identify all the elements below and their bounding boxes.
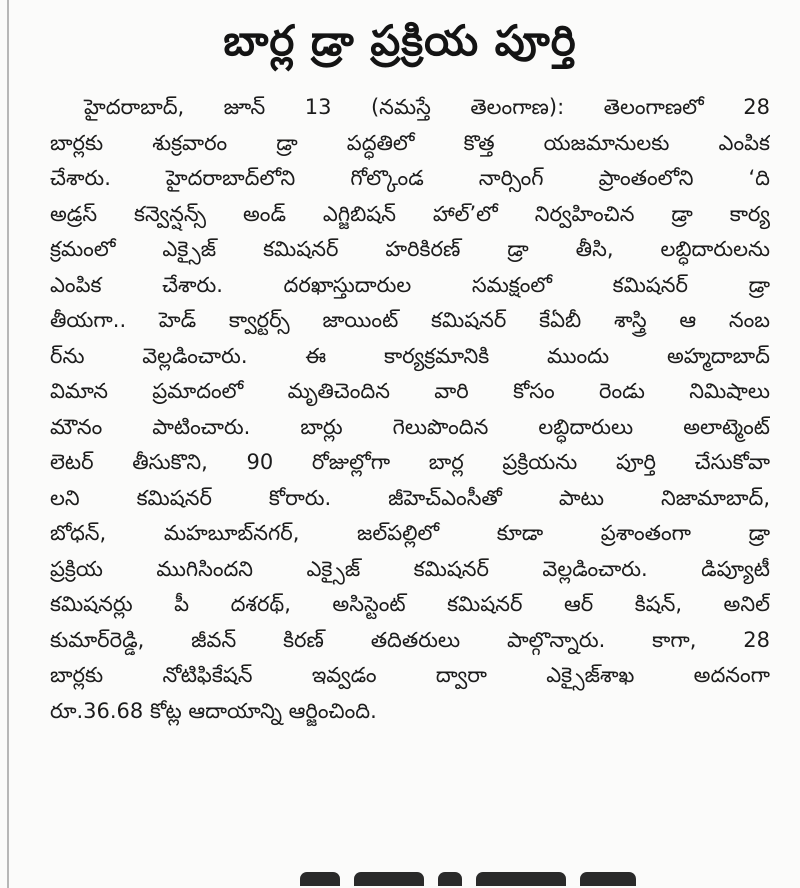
- article-line: లెటర్ తీసుకొని, 90 రోజుల్లోగా బార్ల ప్రక్రియను పూర్తి చేసుకోవా: [50, 450, 770, 474]
- article-line: హైదరాబాద్, జూన్ 13 (నమస్తే తెలంగాణ): తెలంగాణలో 28: [84, 95, 770, 119]
- article-headline: బార్ల డ్రా ప్రక్రియ పూర్తి: [223, 16, 577, 65]
- article-line: అడ్రస్ కన్వెన్షన్స్ అండ్ ఎగ్జిబిషన్ హాల్’లో నిర్వహించిన డ్రా కార్య: [50, 201, 770, 226]
- article-line: కమిషనర్లు పీ దశరథ్, అసిస్టెంట్ కమిషనర్ ఆర్ కిషన్, అనిల్: [50, 592, 770, 616]
- column-divider: [7, 0, 9, 888]
- article-line: బార్లకు శుక్రవారం డ్రా పద్ధతిలో కొత్త యజమానులకు ఎంపిక: [50, 130, 770, 155]
- article-line: తీయగా.. హెడ్ క్వార్టర్స్ జాయింట్ కమిషనర్ కేఏబీ శాస్త్రి ఆ నంబ: [50, 308, 770, 332]
- article-line: లని కమిషనర్ కోరారు. జీహెచ్‌ఎంసీతో పాటు నిజామాబాద్,: [50, 485, 770, 510]
- article-line: బోధన్, మహబూబ్‌నగర్, జల్‌పల్లిలో కూడా ప్రశాంతంగా డ్రా: [50, 521, 770, 545]
- cropped-next-headline: [300, 872, 720, 888]
- article-line: విమాన ప్రమాదంలో మృతిచెందిన వారి కోసం రెండు నిమిషాలు: [50, 379, 770, 403]
- article-line: క్రమంలో ఎక్సైజ్ కమిషనర్ హరికిరణ్ డ్రా తీసి, లబ్ధిదారులను: [50, 237, 770, 261]
- article-line: ర్‌ను వెల్లడించారు. ఈ కార్యక్రమానికి ముందు అహ్మదాబాద్: [50, 343, 770, 368]
- article-line: ప్రక్రియ ముగిసిందని ఎక్సైజ్ కమిషనర్ వెల్లడించారు. డిప్యూటీ: [50, 556, 770, 581]
- article-body: [50, 90, 770, 729]
- article-line: కుమార్‌రెడ్డి, జీవన్ కిరణ్ తదితరులు పాల్గొన్నారు. కాగా, 28: [50, 627, 770, 652]
- article-line: రూ.36.68 కోట్ల ఆదాయాన్ని ఆర్జించింది.: [50, 698, 377, 723]
- article-line: బార్లకు నోటిఫికేషన్ ఇవ్వడం ద్వారా ఎక్సైజ్‌శాఖ అదనంగా: [50, 663, 770, 687]
- article-line: చేశారు. హైదరాబాద్‌లోని గోల్కొండ నార్సింగ్ ప్రాంతంలోని ‘ది: [50, 166, 770, 190]
- article-line: ఎంపిక చేశారు. దరఖాస్తుదారుల సమక్షంలో కమిషనర్ డ్రా: [50, 272, 770, 297]
- article-line: మౌనం పాటించారు. బార్లు గెలుపొందిన లబ్ధిదారులు అలాట్మెంట్: [50, 414, 770, 439]
